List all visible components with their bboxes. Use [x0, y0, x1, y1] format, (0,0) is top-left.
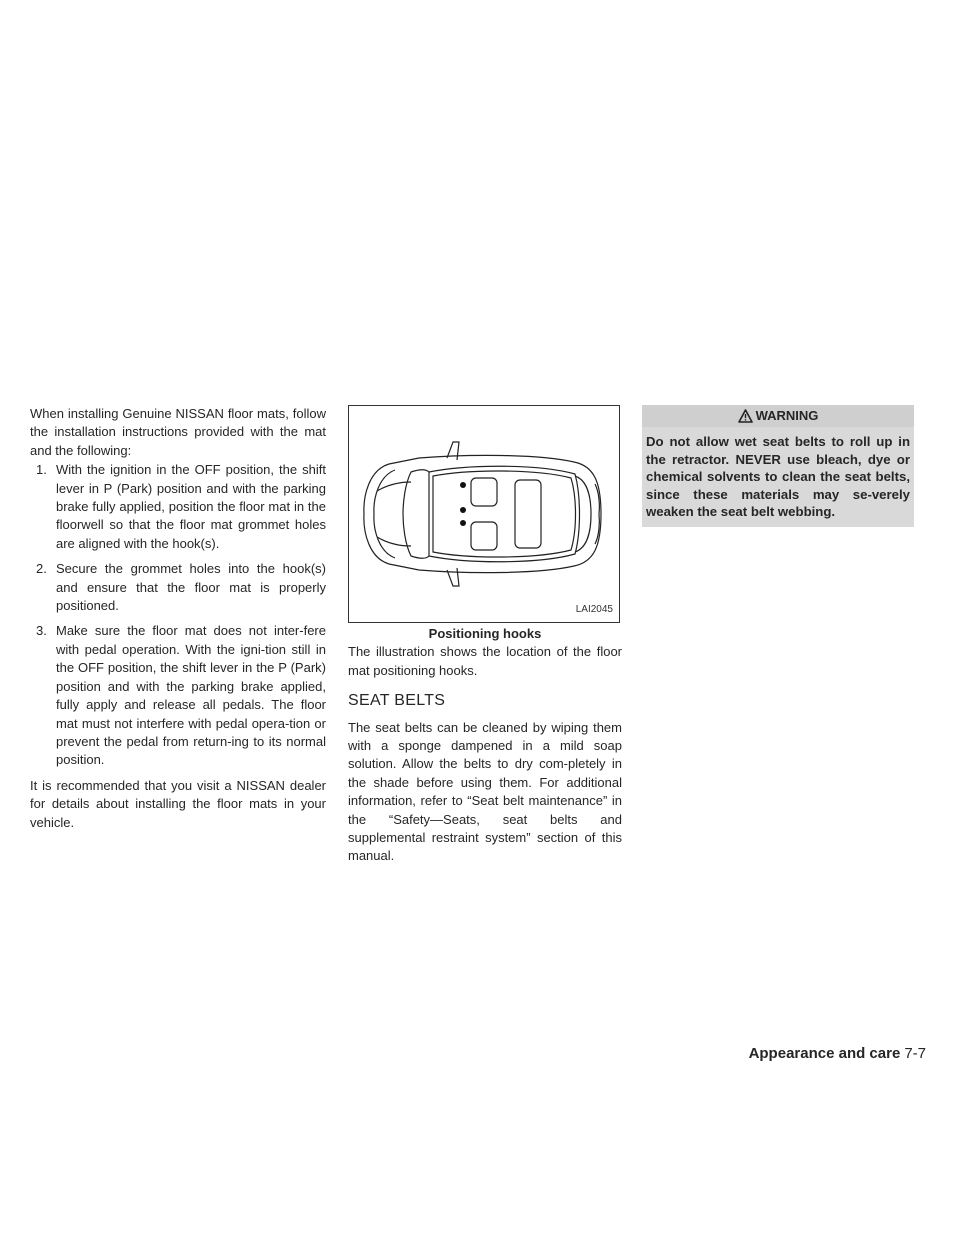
step-number: 1.	[36, 462, 47, 478]
intro-paragraph: When installing Genuine NISSAN floor mats, follow the installation instructions provided with the mat and the following:	[30, 406, 326, 458]
hook-marker	[460, 482, 466, 488]
warning-header	[642, 405, 914, 427]
middle-column	[348, 405, 622, 866]
car-top-view-drawing	[349, 406, 619, 622]
list-item	[30, 560, 326, 615]
figure-caption: Positioning hooks	[428, 626, 542, 641]
section-paragraph: The seat belts can be cleaned by wiping them with a sponge dampened in a mild soap solution. Allow the belts to dry com-pletely in the shade before using them. For additional information, refer to “Seat belt maintenance” in the “Safety—Seats, seat belts and supplemental restraint system” section of this manual.	[348, 719, 622, 864]
step-number: 3.	[36, 623, 47, 639]
hook-marker	[460, 507, 466, 513]
list-item	[30, 461, 326, 553]
recommendation-paragraph: It is recommended that you visit a NISSAN dealer for details about installing the floor mats in your vehicle.	[30, 777, 326, 830]
list-item	[30, 622, 326, 769]
warning-text: Do not allow wet seat belts to roll up in the retractor. NEVER use bleach, dye or chemical solvents to clean the seat belts, since these materials may se-verely weaken the seat belt webbing.	[646, 434, 910, 520]
hook-markers	[460, 482, 466, 526]
section-title: SEAT BELTS	[348, 692, 446, 710]
left-column	[30, 405, 326, 832]
page-number: 7-7	[904, 1045, 926, 1062]
warning-box	[642, 405, 914, 527]
footer-section-title: Appearance and care	[748, 1045, 901, 1062]
step-text: Secure the grommet holes into the hook(s) and ensure that the floor mat is properly positioned.	[56, 561, 326, 614]
hook-marker	[460, 520, 466, 526]
step-number: 2.	[36, 561, 47, 577]
vehicle-illustration	[348, 405, 620, 623]
step-text: With the ignition in the OFF position, the shift lever in P (Park) position and with the parking brake fully applied, position the floor mat in the floorwell so that the floor mat grommet holes are aligned with the hook(s).	[56, 462, 326, 551]
page-footer	[749, 1045, 926, 1062]
figure-code: LAI2045	[575, 603, 613, 615]
installation-steps	[30, 461, 326, 770]
figure-description: The illustration shows the location of the floor mat positioning hooks.	[348, 644, 622, 678]
warning-triangle-icon	[738, 409, 753, 423]
step-text: Make sure the floor mat does not inter-fere with pedal operation. With the igni-tion still in the OFF position, the shift lever in the P (Park) position and with the parking brake applied, fully apply and release all pedals. The floor mat must not interfere with pedal opera-tion or prevent the pedal from return-ing to its normal position.	[56, 623, 326, 768]
right-column	[642, 405, 914, 527]
warning-title: WARNING	[755, 407, 819, 423]
